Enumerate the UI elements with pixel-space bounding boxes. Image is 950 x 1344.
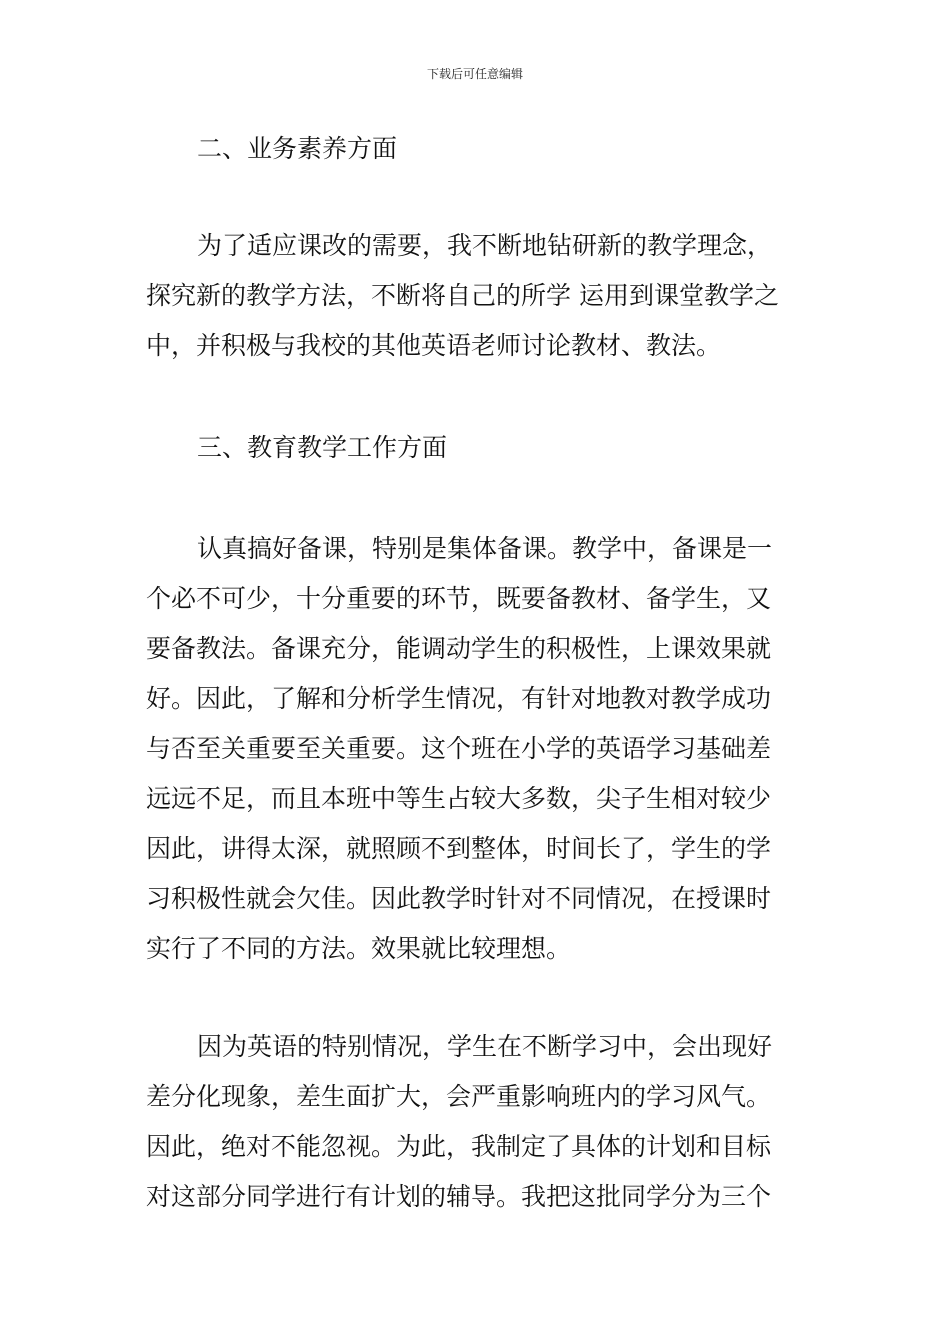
text-line: 中，并积极与我校的其他英语老师讨论教材、教法。 <box>146 331 722 360</box>
paragraph-teaching-weak-students <box>146 1022 811 1222</box>
text-line: 实行了不同的方法。效果就比较理想。 <box>146 934 572 963</box>
page-header-note: 下载后可任意编辑 <box>426 67 523 81</box>
text-line: 与否至关重要至关重要。这个班在小学的英语学习基础差 <box>146 734 772 763</box>
text-line: 认真搞好备课，特别是集体备课。教学中，备课是一 <box>197 534 773 563</box>
section-heading-teaching: 三、教育教学工作方面 <box>197 433 448 462</box>
text-line: 对这部分同学进行有计划的辅导。我把这批同学分为三个 <box>146 1182 772 1211</box>
text-line: 差分化现象，差生面扩大，会严重影响班内的学习风气。 <box>146 1082 772 1111</box>
text-line: 因此，绝对不能忽视。为此，我制定了具体的计划和目标 <box>146 1132 772 1161</box>
text-line: 探究新的教学方法，不断将自己的所学 运用到课堂教学之 <box>146 281 779 310</box>
text-line: 好。因此，了解和分析学生情况，有针对地教对教学成功 <box>146 684 772 713</box>
paragraph-teaching-lesson-prep <box>146 524 811 974</box>
text-line: 习积极性就会欠佳。因此教学时针对不同情况，在授课时 <box>146 884 772 913</box>
text-line: 个必不可少，十分重要的环节，既要备教材、备学生，又 <box>146 584 772 613</box>
text-line: 远远不足，而且本班中等生占较大多数，尖子生相对较少 <box>146 784 772 813</box>
text-line: 为了适应课改的需要，我不断地钻研新的教学理念， <box>197 231 773 260</box>
paragraph-business <box>146 221 811 371</box>
section-heading-business: 二、业务素养方面 <box>197 134 398 163</box>
text-line: 因此，讲得太深，就照顾不到整体，时间长了，学生的学 <box>146 834 772 863</box>
text-line: 因为英语的特别情况，学生在不断学习中，会出现好 <box>197 1032 773 1061</box>
text-line: 要备教法。备课充分，能调动学生的积极性，上课效果就 <box>146 634 772 663</box>
